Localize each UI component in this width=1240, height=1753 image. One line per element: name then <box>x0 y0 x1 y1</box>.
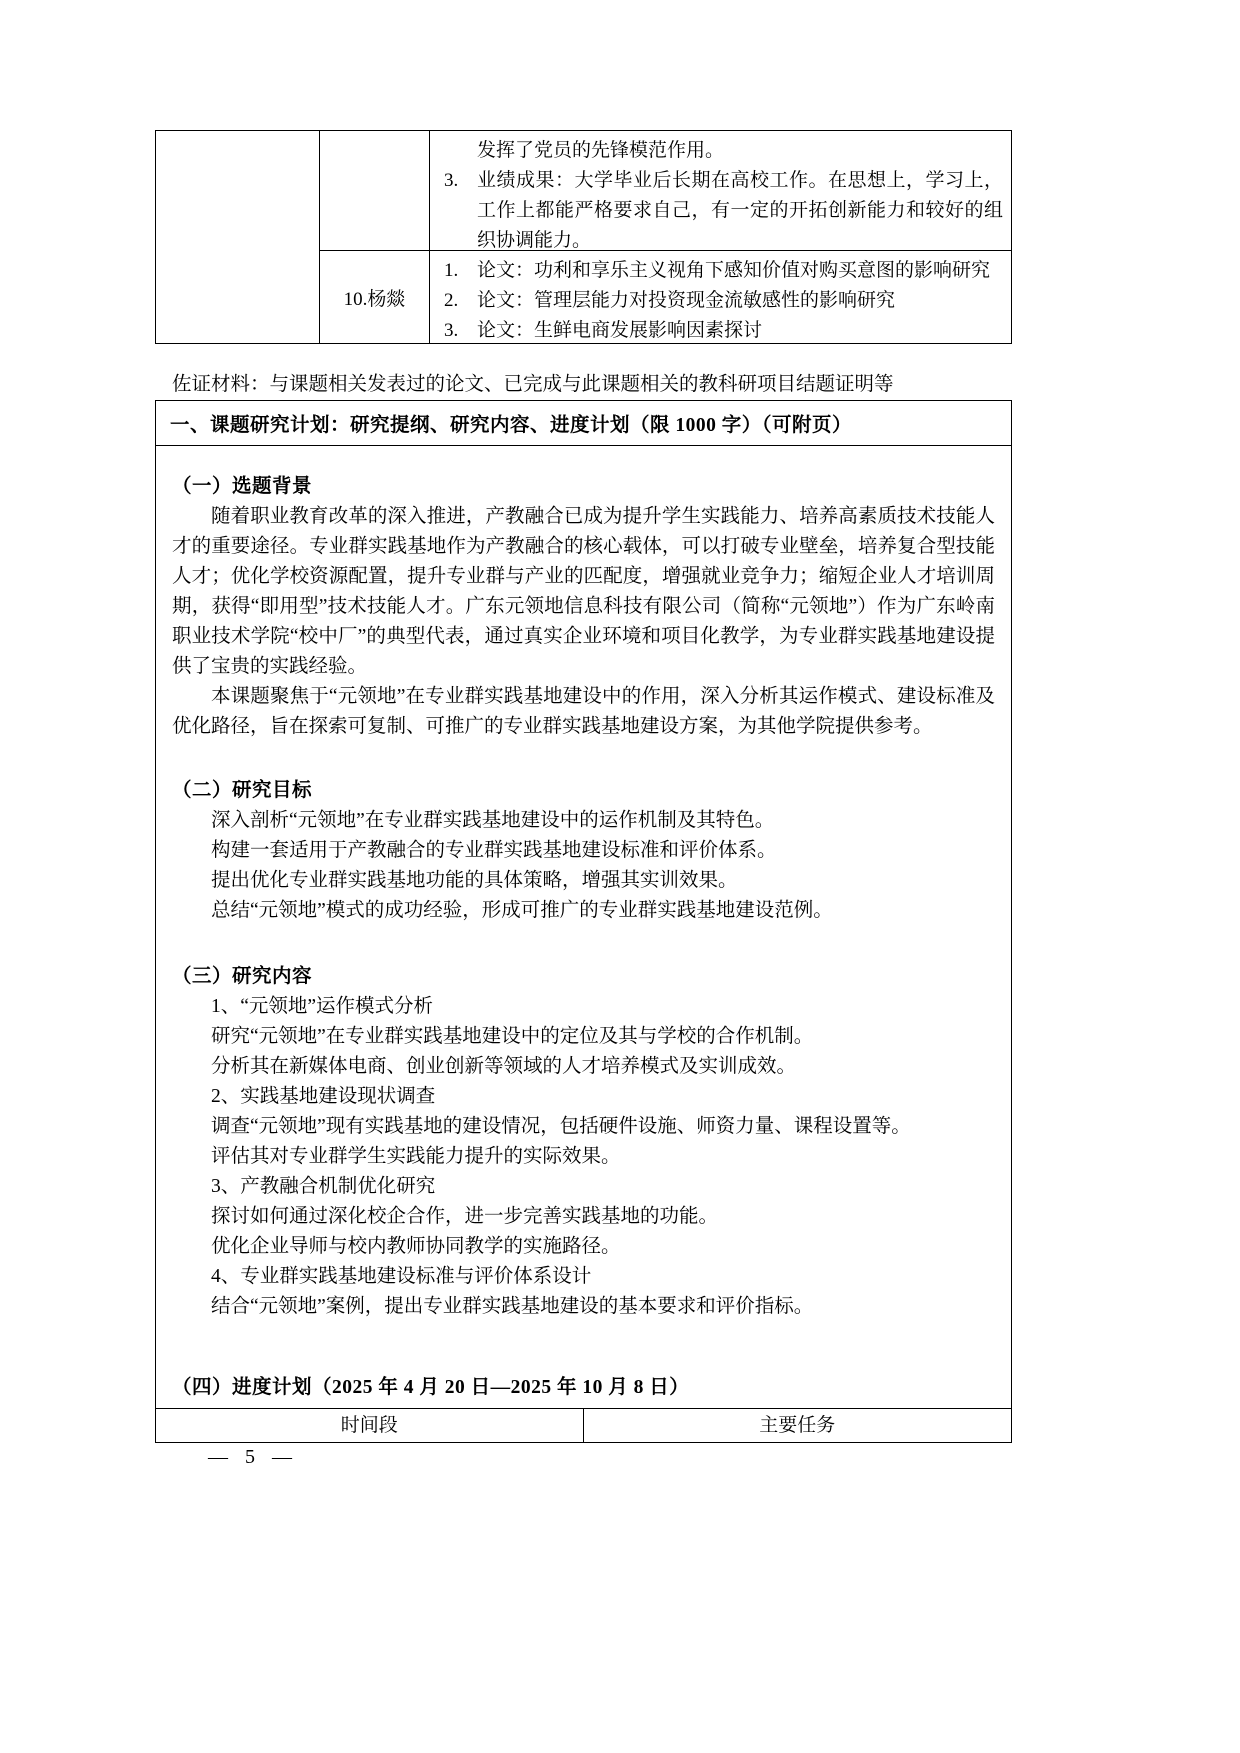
content-line: 2、实践基地建设现状调查 <box>211 1086 436 1107</box>
page-number: — 5 — <box>208 1446 298 1468</box>
achievement-item <box>444 256 1003 286</box>
item-number: 3. <box>444 320 459 341</box>
schedule-table <box>156 1408 1011 1442</box>
member-name-cell: 10.杨燚 <box>320 251 430 343</box>
schedule-column-tasks: 主要任务 <box>759 1415 836 1436</box>
table-left-merged-cell <box>156 131 320 343</box>
schedule-heading: （四）进度计划（2025 年 4 月 20 日—2025 年 10 月 8 日） <box>172 1377 690 1398</box>
content-line: 分析其在新媒体电商、创业创新等领域的人才培养模式及实训成效。 <box>211 1056 797 1077</box>
content-line: 研究“元领地”在专业群实践基地建设中的定位及其与学校的合作机制。 <box>211 1026 814 1047</box>
item-number: 3. <box>444 170 459 191</box>
achievement-item <box>444 286 1003 316</box>
table-row <box>320 251 1011 343</box>
continuation-text: 发挥了党员的先锋模范作用。 <box>477 140 725 161</box>
member-achievements-table <box>155 130 1012 344</box>
item-text: 论文：功利和享乐主义视角下感知价值对购买意图的影响研究 <box>477 260 991 281</box>
research-plan-section <box>155 400 1012 1443</box>
content-line: 1、“元领地”运作模式分析 <box>211 996 434 1017</box>
content-line: 3、产教融合机制优化研究 <box>211 1176 436 1197</box>
item-text: 业绩成果：大学毕业后长期在高校工作。在思想上，学习上，工作上都能严格要求自己，有一定的开拓创新能力和较好的组织协调能力。 <box>477 170 1003 251</box>
achievement-item <box>444 166 1003 256</box>
evidence-note: 佐证材料：与课题相关发表过的论文、已完成与此课题相关的教科研项目结题证明等 <box>172 374 894 395</box>
plan-section-title: 一、课题研究计划：研究提纲、研究内容、进度计划（限 1000 字）（可附页） <box>156 401 1011 446</box>
item-text: 论文：管理层能力对投资现金流敏感性的影响研究 <box>477 290 896 311</box>
member-name-cell <box>320 131 430 250</box>
content-line: 结合“元领地”案例，提出专业群实践基地建设的基本要求和评价指标。 <box>211 1296 814 1317</box>
background-heading: （一）选题背景 <box>172 476 313 497</box>
content-line: 优化企业导师与校内教师协同教学的实施路径。 <box>211 1236 621 1257</box>
plan-body <box>156 448 1011 1332</box>
content-line: 4、专业群实践基地建设标准与评价体系设计 <box>211 1266 592 1287</box>
goal-item: 总结“元领地”模式的成功经验，形成可推广的专业群实践基地建设范例。 <box>211 900 833 921</box>
schedule-column-time: 时间段 <box>156 1409 584 1442</box>
table-main-columns <box>320 131 1011 343</box>
content-line: 探讨如何通过深化校企合作，进一步完善实践基地的功能。 <box>211 1206 719 1227</box>
goal-item: 深入剖析“元领地”在专业群实践基地建设中的运作机制及其特色。 <box>211 810 775 831</box>
content-line: 调查“元领地”现有实践基地的建设情况，包括硬件设施、师资力量、课程设置等。 <box>211 1116 911 1137</box>
achievement-item <box>444 316 1003 346</box>
table-row <box>320 131 1011 251</box>
goal-item: 提出优化专业群实践基地功能的具体策略，增强其实训效果。 <box>211 870 738 891</box>
goal-item: 构建一套适用于产教融合的专业群实践基地建设标准和评价体系。 <box>211 840 777 861</box>
item-number: 2. <box>444 290 459 311</box>
item-text: 论文：生鲜电商发展影响因素探讨 <box>477 320 763 341</box>
background-paragraph: 随着职业教育改革的深入推进，产教融合已成为提升学生实践能力、培养高素质技术技能人才的重要途径。专业群实践基地作为产教融合的核心载体，可以打破专业壁垒，培养复合型技能人才；优化学校资源配置，提升专业群与产业的匹配度，增强就业竞争力；缩短企业人才培训周期，获得“即用型”技术技能人才。广东元领地信息科技有限公司（简称“元领地”）作为广东岭南职业技术学院“校中厂”的典型代表，通过真实企业环境和项目化教学，为专业群实践基地建设提供了宝贵的实践经验。 <box>172 506 995 677</box>
content-line: 评估其对专业群学生实践能力提升的实际效果。 <box>211 1146 621 1167</box>
member-achievements-cell <box>430 131 1011 250</box>
member-achievements-cell <box>430 251 1011 343</box>
item-number: 1. <box>444 260 459 281</box>
goals-heading: （二）研究目标 <box>172 780 313 801</box>
background-paragraph: 本课题聚焦于“元领地”在专业群实践基地建设中的作用，深入分析其运作模式、建设标准及优化路径，旨在探索可复制、可推广的专业群实践基地建设方案，为其他学院提供参考。 <box>172 686 995 737</box>
content-heading: （三）研究内容 <box>172 966 313 987</box>
